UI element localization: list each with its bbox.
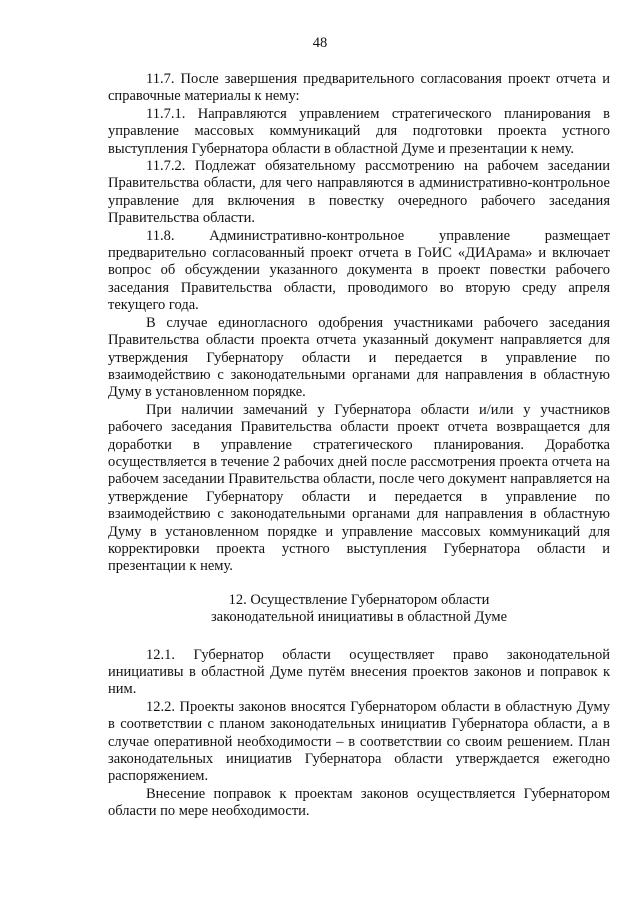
paragraph-remarks-revision: При наличии замечаний у Губернатора области и/или у участников рабочего заседания Правительства области проект отчета возвращается для доработки в управление стратегического планирования. Доработка осуществляется в течение 2 рабочих дней после рассмотрения проекта отчета на рабочем заседании Правительства области, после чего документ направляется на утверждение Губернатору области и передается в управление по взаимодействию с законодательными органами для направления в областную Думу в установленном порядке и управление массовых коммуникаций для корректировки проекта устного выступления Губернатора области и презентации к нему. — [108, 401, 610, 575]
section-12-heading-line1: 12. Осуществление Губернатором области — [228, 591, 490, 608]
section-12-heading — [108, 592, 610, 627]
paragraph-11-8: 11.8. Административно-контрольное управление размещает предварительно согласованный проект отчета в ГоИС «ДИАрама» и включает вопрос об обсуждении указанного документа в проект повестки рабочего заседания Правительства области, проводимого во вторую среду апреля текущего года. — [108, 227, 610, 314]
paragraph-12-2: 12.2. Проекты законов вносятся Губернатором области в областную Думу в соответствии с планом законодательных инициатив Губернатора области, а в случае оперативной необходимости – в соответствии со своим решением. План законодательных инициатив Губернатора области утверждается ежегодно распоряжением. — [108, 698, 610, 785]
document-body — [108, 71, 610, 821]
paragraph-11-7-1: 11.7.1. Направляются управлением стратегического планирования в управление массовых коммуникаций для подготовки проекта устного выступления Губернатора области в областной Думе и презентации к нему. — [108, 105, 610, 157]
section-12-heading-line2: законодательной инициативы в областной Думе — [210, 609, 508, 626]
paragraph-11-7-2: 11.7.2. Подлежат обязательному рассмотрению на рабочем заседании Правительства области, для чего направляются в административно-контрольное управление для включения в повестку очередного рабочего заседания Правительства области. — [108, 158, 610, 227]
paragraph-11-7: 11.7. После завершения предварительного согласования проект отчета и справочные материалы к нему: — [108, 71, 610, 105]
paragraph-amendments: Внесение поправок к проектам законов осуществляется Губернатором области по мере необходимости. — [108, 785, 610, 820]
page-number: 48 — [312, 35, 328, 51]
paragraph-12-1: 12.1. Губернатор области осуществляет право законодательной инициативы в областной Думе путём внесения проектов законов и поправок к ним. — [108, 646, 610, 698]
paragraph-unanimous-approval: В случае единогласного одобрения участниками рабочего заседания Правительства области проекта отчета указанный документ направляется для утверждения Губернатору области и передается в управление по взаимодействию с законодательными органами для направления в областную Думу в установленном порядке. — [108, 314, 610, 401]
